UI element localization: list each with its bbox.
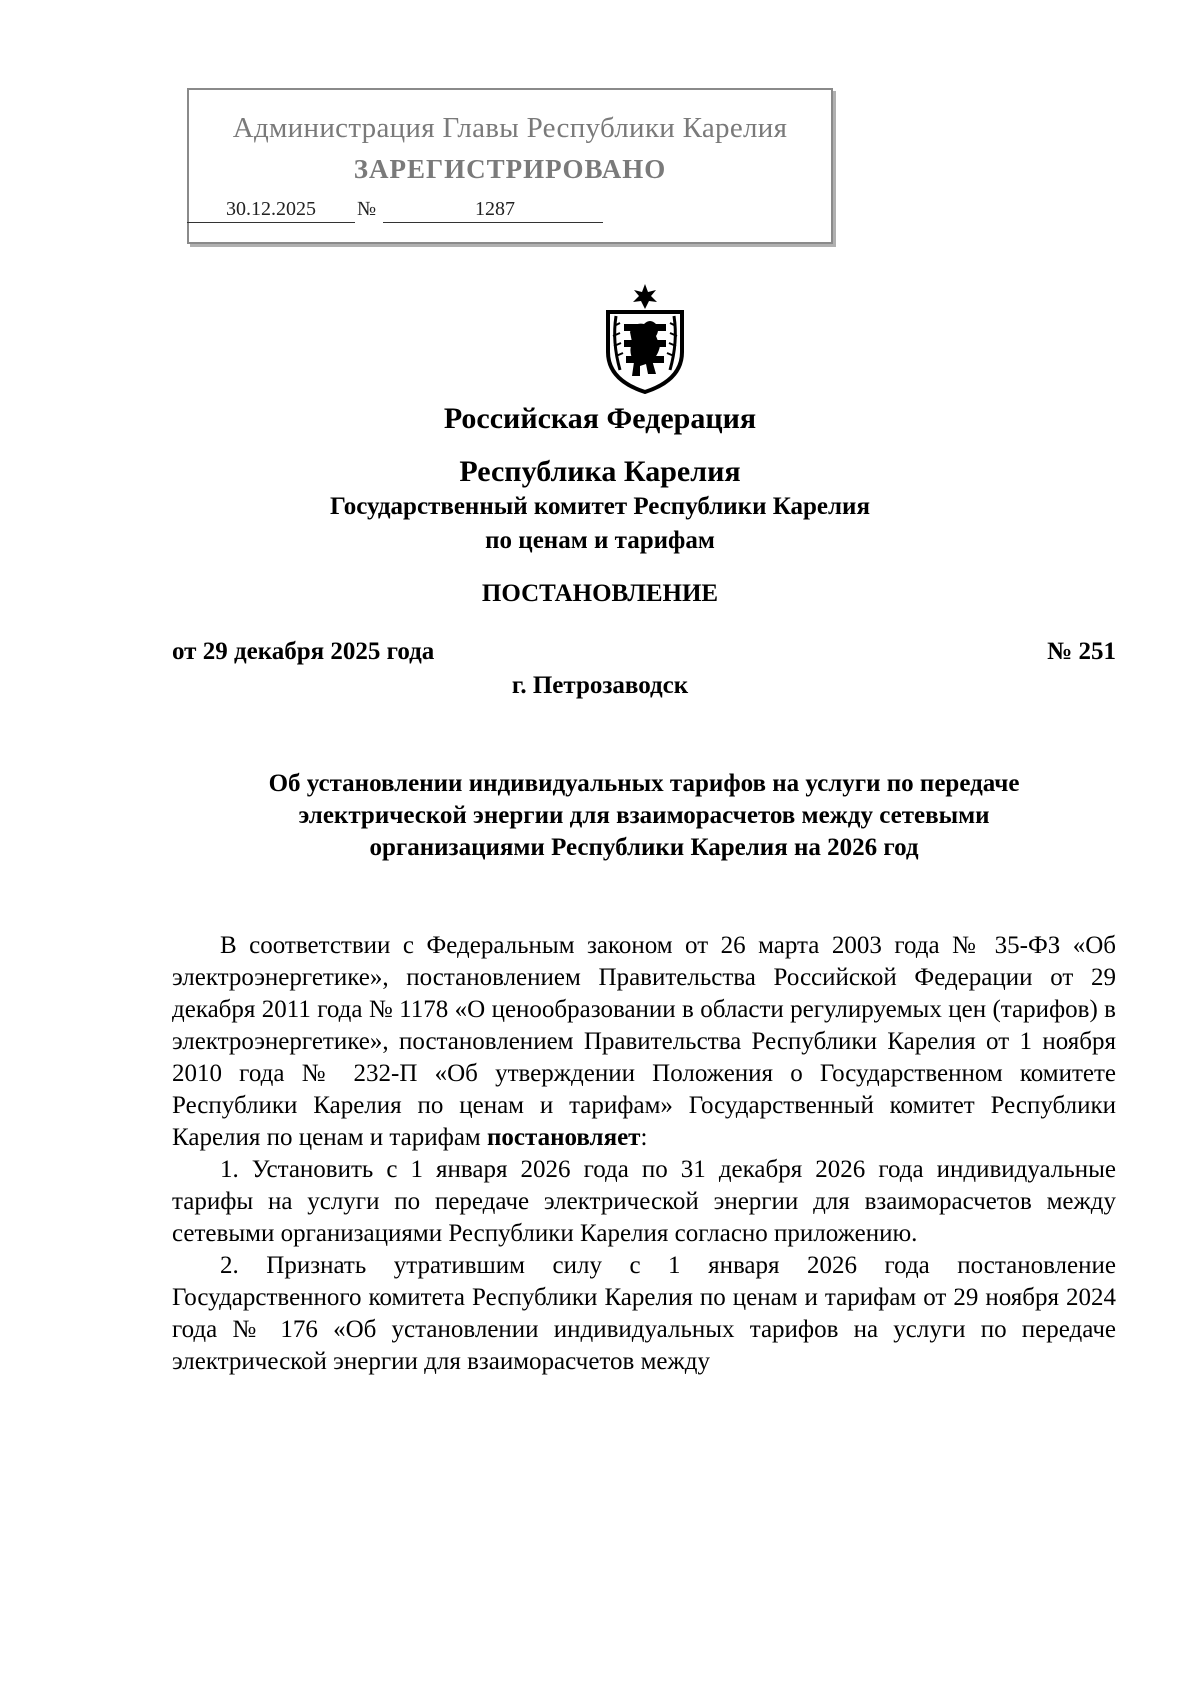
resolves-word: постановляет xyxy=(487,1124,641,1151)
preamble-paragraph xyxy=(172,930,1116,1154)
item-1-paragraph: 1. Установить с 1 января 2026 года по 31 декабря 2026 года индивидуальные тарифы на услуги по передаче электрической энергии для взаиморасчетов между сетевыми организациями Республики Карелия согласно приложению. xyxy=(172,1156,1116,1247)
preamble-text: В соответствии с Федеральным законом от 26 марта 2003 года № 35-ФЗ «Об электроэнергетике», постановлением Правительства Российской Федерации от 29 декабря 2011 года № 1178 «О ценообразовании в области регулируемых цен (тарифов) в электроэнергетике», постановлением Правительства Республики Карелия от 1 ноября 2010 года № 232-П «Об утверждении Положения о Государственном комитете Республики Карелия по ценам и тарифам» Государственный комитет Республики Карелия по ценам и тарифам xyxy=(172,932,1116,1151)
header-republic: Республика Карелия xyxy=(459,455,741,488)
header-committee-line2: по ценам и тарифам xyxy=(485,527,715,554)
document-body xyxy=(172,930,1116,1378)
stamp-registration-line xyxy=(187,198,607,228)
registration-stamp xyxy=(187,88,833,244)
stamp-status: ЗАРЕГИСТРИРОВАНО xyxy=(353,154,667,184)
coat-of-arms-icon xyxy=(600,282,690,394)
title-line-2: электрической энергии для взаиморасчетов между сетевыми xyxy=(298,802,990,829)
stamp-date: 30.12.2025 xyxy=(187,198,355,223)
stamp-number-label: № xyxy=(357,198,377,220)
document-title xyxy=(172,768,1116,864)
document-type: ПОСТАНОВЛЕНИЕ xyxy=(481,580,719,607)
resolves-colon: : xyxy=(640,1124,648,1151)
document-number: № 251 xyxy=(1047,638,1116,665)
title-line-3: организациями Республики Карелия на 2026 год xyxy=(369,834,919,861)
header-committee-line1: Государственный комитет Республики Карелия xyxy=(330,493,870,520)
header-federation: Российская Федерация xyxy=(443,402,757,435)
item-2-paragraph: 2. Признать утратившим силу с 1 января 2026 года постановление Государственного комитета Республики Карелия по ценам и тарифам от 29 ноября 2024 года № 176 «Об установлении индивидуальных тарифов на услуги по передаче электрической энергии для взаиморасчетов между xyxy=(172,1252,1116,1375)
title-line-1: Об установлении индивидуальных тарифов на услуги по передаче xyxy=(268,770,1020,797)
stamp-number: 1287 xyxy=(383,198,603,223)
document-date: от 29 декабря 2025 года xyxy=(172,638,435,665)
stamp-organization: Администрация Главы Республики Карелия xyxy=(232,112,788,144)
document-city: г. Петрозаводск xyxy=(511,672,689,699)
